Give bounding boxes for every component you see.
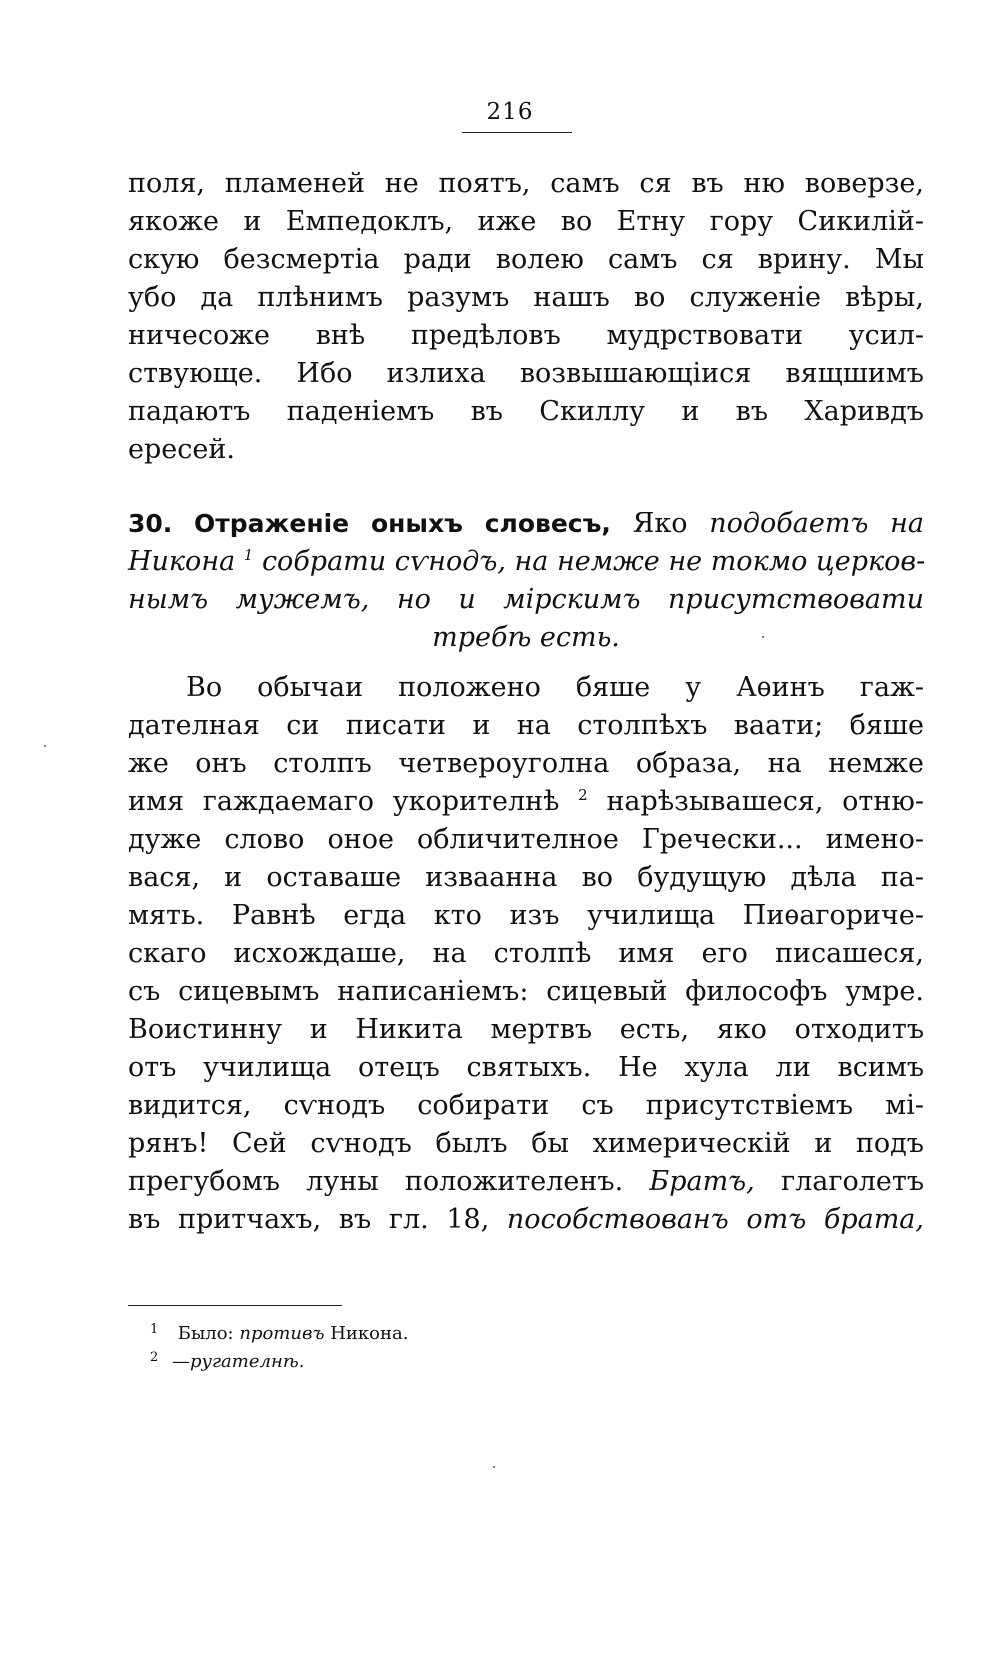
text-line: убо да плѣнимъ разумъ нашъ во служеніе вѣры, — [128, 282, 924, 313]
text-line: отъ училища отецъ святыхъ. Не хула ли всимъ — [128, 1052, 924, 1083]
section-number: 30. — [128, 509, 173, 538]
text-line: мять. Равнѣ егда кто изъ училища Пиѳагориче- — [128, 900, 924, 931]
footnote-mark: 1 — [150, 1322, 159, 1337]
page-number: 216 — [486, 99, 534, 125]
text-line: видится, сѵнодъ собирати съ присутствіемъ мі- — [128, 1090, 924, 1121]
heading-line: требѣ есть. — [432, 622, 620, 653]
section-italic: собрати сѵнодъ, на немже не токмо церков- — [261, 546, 926, 577]
footnote-text: Было: — [177, 1323, 234, 1344]
footnote-ref: 2 — [578, 786, 588, 804]
footnote-text: — — [172, 1351, 190, 1372]
footnote — [150, 1346, 304, 1374]
text-line: якоже и Емпедоклъ, иже во Етну гору Сикилій- — [128, 206, 924, 237]
text-line: съ сицевымъ написаніемъ: сицевый философъ умре. — [128, 976, 924, 1007]
text-span: глаголетъ — [780, 1166, 924, 1197]
text-line: Воистинну и Никита мертвъ есть, яко отходитъ — [128, 1014, 924, 1045]
footnote — [150, 1318, 408, 1346]
text-line — [128, 1200, 924, 1240]
text-line: ересей. — [128, 434, 235, 465]
text-line: же онъ столпъ четвероуголна образа, на немже — [128, 748, 924, 779]
text-line — [128, 1162, 924, 1202]
text-line: ничесоже внѣ предѣловъ мудрствовати усил- — [128, 320, 924, 351]
page-number-rule — [462, 132, 572, 133]
text-italic: пособствованъ отъ брата, — [506, 1204, 924, 1235]
scan-speck — [762, 636, 764, 638]
text-line — [128, 782, 924, 822]
heading-line — [128, 504, 924, 544]
text-line: ствующе. Ибо излиха возвышающіися вящшимъ — [128, 358, 924, 389]
section-italic: подобаетъ на — [709, 508, 925, 539]
text-line: дателная си писати и на столпѣхъ ваати; бяше — [128, 710, 924, 741]
text-line: скую безсмертіа ради волею самъ ся врину. Мы — [128, 244, 924, 275]
text-line: Во обычаи положено бяше у Аѳинъ гаж- — [186, 672, 924, 703]
footnote-italic: ругателнѣ. — [190, 1351, 305, 1372]
text-line: поля, пламеней не поятъ, самъ ся въ ню воверзе, — [128, 168, 924, 199]
heading-line — [128, 542, 924, 582]
text-line: вася, и оставаше изваанна во будущую дѣла па- — [128, 862, 924, 893]
section-italic: Никона — [128, 546, 236, 577]
footnote-text: Никона. — [330, 1323, 409, 1344]
text-span: имя гаждаемаго укорителнѣ — [128, 786, 560, 817]
text-span: въ притчахъ, въ гл. 18, — [128, 1204, 490, 1235]
text-line: скаго исхождаше, на столпѣ имя его писашеся, — [128, 938, 924, 969]
footnote-rule — [128, 1305, 342, 1306]
heading-line: нымъ мужемъ, но и мірскимъ присутствовати — [128, 584, 924, 615]
footnote-italic: противъ — [239, 1323, 325, 1344]
text-line: рянъ! Сей сѵнодъ былъ бы химерическій и подъ — [128, 1128, 924, 1159]
text-italic: Братъ, — [649, 1166, 755, 1197]
text-span: нарѣзывашеся, отню- — [606, 786, 924, 817]
footnote-ref: 1 — [243, 546, 254, 564]
section-title: Отраженіе оныхъ словесъ, — [194, 509, 611, 538]
scan-speck — [493, 1466, 495, 1468]
footnote-mark: 2 — [150, 1350, 159, 1365]
text-line: дуже слово оное обличителное Гречески... имено- — [128, 824, 924, 855]
section-text: Яко — [632, 508, 688, 539]
text-span: прегубомъ луны положителенъ. — [128, 1166, 624, 1197]
scan-speck — [44, 745, 46, 747]
text-line: падаютъ паденіемъ въ Скиллу и въ Харивдъ — [128, 396, 924, 427]
